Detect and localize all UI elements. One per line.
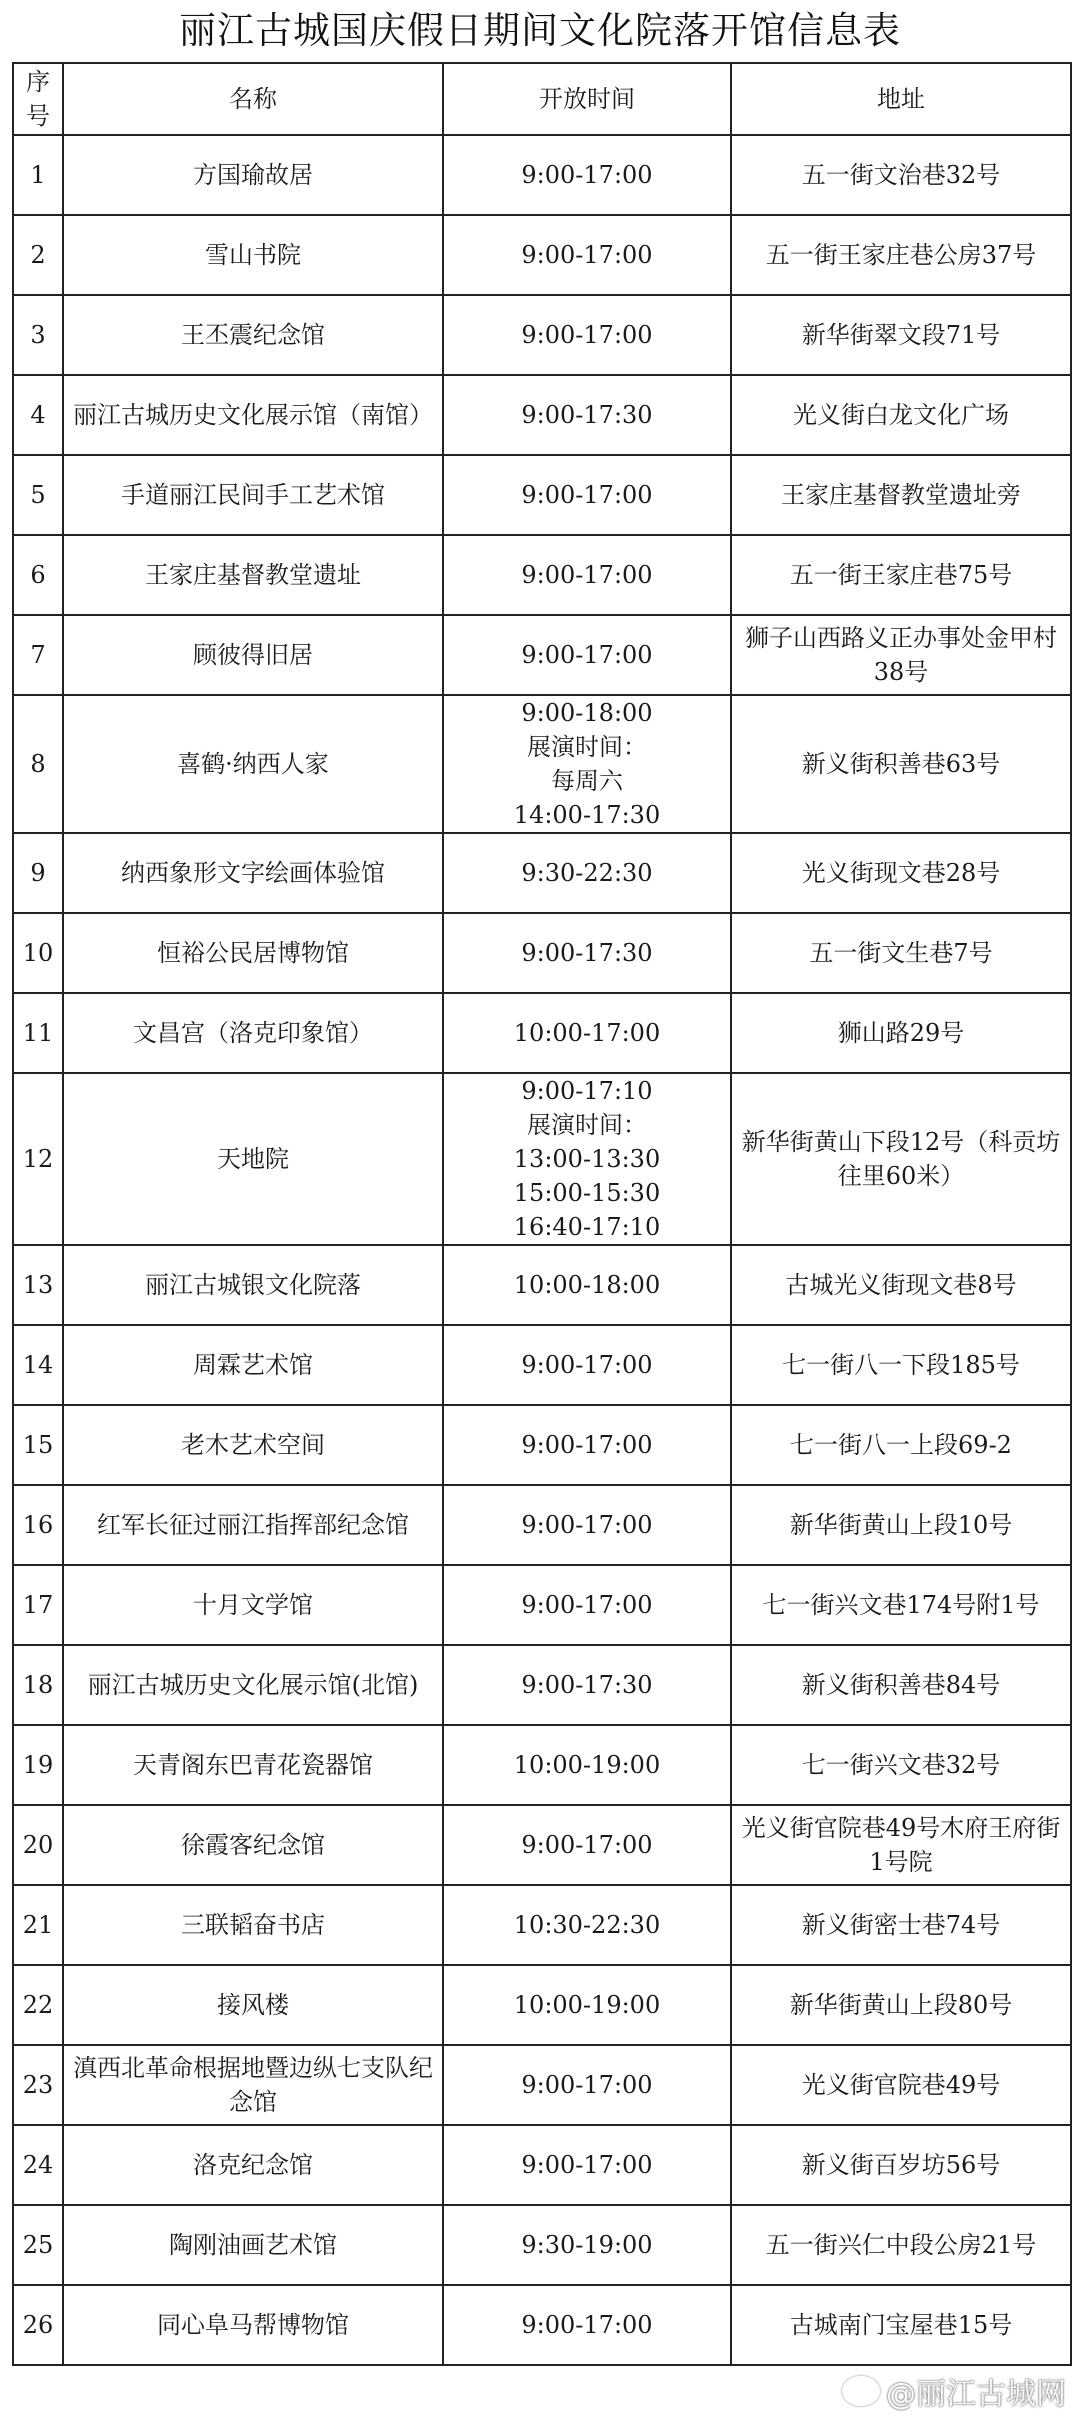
table-row: [13, 833, 1071, 913]
table-row: [13, 535, 1071, 615]
cell-index: 21: [13, 1885, 63, 1965]
cell-name: 恒裕公民居博物馆: [63, 913, 443, 993]
cell-address: 五一街文生巷7号: [731, 913, 1071, 993]
table-row: [13, 1245, 1071, 1325]
info-table: [12, 62, 1072, 2366]
cell-hours: 9:00-17:00: [443, 1485, 731, 1565]
cell-address: 五一街兴仁中段公房21号: [731, 2205, 1071, 2285]
cell-index: 4: [13, 375, 63, 455]
cell-name: 手道丽江民间手工艺术馆: [63, 455, 443, 535]
cell-address: 新华街黄山下段12号（科贡坊往里60米）: [731, 1073, 1071, 1245]
cell-hours: 9:00-17:00: [443, 455, 731, 535]
cell-hours: 10:00-17:00: [443, 993, 731, 1073]
cell-name: 陶刚油画艺术馆: [63, 2205, 443, 2285]
cell-hours: 9:00-17:30: [443, 1645, 731, 1725]
cell-address: 新义街积善巷63号: [731, 695, 1071, 833]
cell-hours: 9:00-17:00: [443, 2285, 731, 2365]
cell-address: 七一街八一下段185号: [731, 1325, 1071, 1405]
table-row: [13, 375, 1071, 455]
cell-name: 方国瑜故居: [63, 135, 443, 215]
cell-index: 26: [13, 2285, 63, 2365]
cell-address: 五一街文治巷32号: [731, 135, 1071, 215]
cell-hours: 9:00-17:00: [443, 1405, 731, 1485]
table-row: [13, 913, 1071, 993]
cell-name: 滇西北革命根据地暨边纵七支队纪念馆: [63, 2045, 443, 2125]
cell-hours: 10:30-22:30: [443, 1885, 731, 1965]
table-row: [13, 295, 1071, 375]
table-row: [13, 1645, 1071, 1725]
cell-address: 光义街现文巷28号: [731, 833, 1071, 913]
cell-index: 20: [13, 1805, 63, 1885]
table-row: [13, 1725, 1071, 1805]
cell-address: 五一街王家庄巷75号: [731, 535, 1071, 615]
cell-name: 十月文学馆: [63, 1565, 443, 1645]
cell-address: 狮山路29号: [731, 993, 1071, 1073]
cell-index: 10: [13, 913, 63, 993]
table-row: [13, 455, 1071, 535]
cell-hours: 9:00-17:00: [443, 1325, 731, 1405]
cell-index: 22: [13, 1965, 63, 2045]
cell-address: 狮子山西路义正办事处金甲村38号: [731, 615, 1071, 695]
table-row: [13, 1965, 1071, 2045]
column-header-index: 序 号: [13, 63, 63, 135]
cell-index: 13: [13, 1245, 63, 1325]
cell-hours: 9:30-22:30: [443, 833, 731, 913]
cell-hours: 9:00-17:00: [443, 1565, 731, 1645]
cell-name: 徐霞客纪念馆: [63, 1805, 443, 1885]
cell-index: 15: [13, 1405, 63, 1485]
cell-index: 17: [13, 1565, 63, 1645]
cell-address: 王家庄基督教堂遗址旁: [731, 455, 1071, 535]
cell-index: 2: [13, 215, 63, 295]
page-title: 丽江古城国庆假日期间文化院落开馆信息表: [179, 9, 901, 52]
cell-name: 雪山书院: [63, 215, 443, 295]
cell-name: 王丕震纪念馆: [63, 295, 443, 375]
cell-address: 七一街兴文巷32号: [731, 1725, 1071, 1805]
cell-index: 19: [13, 1725, 63, 1805]
cell-hours: 9:00-17:30: [443, 375, 731, 455]
cell-index: 18: [13, 1645, 63, 1725]
column-header-hours: 开放时间: [443, 63, 731, 135]
cell-address: 新义街百岁坊56号: [731, 2125, 1071, 2205]
table-row: [13, 615, 1071, 695]
table-row: [13, 2285, 1071, 2365]
cell-address: 七一街兴文巷174号附1号: [731, 1565, 1071, 1645]
cell-name: 丽江古城历史文化展示馆(北馆): [63, 1645, 443, 1725]
table-row: [13, 2205, 1071, 2285]
column-header-name: 名称: [63, 63, 443, 135]
cell-name: 顾彼得旧居: [63, 615, 443, 695]
cell-hours: 10:00-19:00: [443, 1965, 731, 2045]
cell-index: 12: [13, 1073, 63, 1245]
cell-name: 老木艺术空间: [63, 1405, 443, 1485]
cell-index: 6: [13, 535, 63, 615]
cell-index: 24: [13, 2125, 63, 2205]
cell-index: 25: [13, 2205, 63, 2285]
cell-address: 光义街白龙文化广场: [731, 375, 1071, 455]
table-row: [13, 1073, 1071, 1245]
table-row: [13, 695, 1071, 833]
watermark-text: @丽江古城网: [886, 2377, 1066, 2412]
table-row: [13, 993, 1071, 1073]
cell-hours: 9:00-17:00: [443, 2045, 731, 2125]
table-body: [13, 135, 1071, 2365]
table-row: [13, 1885, 1071, 1965]
cell-index: 9: [13, 833, 63, 913]
cell-hours: 9:00-17:00: [443, 2125, 731, 2205]
table-row: [13, 2125, 1071, 2205]
cell-hours: 9:00-17:00: [443, 535, 731, 615]
cell-address: 光义街官院巷49号: [731, 2045, 1071, 2125]
table-row: [13, 1485, 1071, 1565]
cell-index: 14: [13, 1325, 63, 1405]
cell-name: 丽江古城历史文化展示馆（南馆）: [63, 375, 443, 455]
cell-name: 同心阜马帮博物馆: [63, 2285, 443, 2365]
cell-address: 新华街黄山上段10号: [731, 1485, 1071, 1565]
cell-hours: 10:00-19:00: [443, 1725, 731, 1805]
cell-index: 1: [13, 135, 63, 215]
cell-index: 5: [13, 455, 63, 535]
cell-address: 新华街翠文段71号: [731, 295, 1071, 375]
table-row: [13, 1325, 1071, 1405]
header-row: [13, 63, 1071, 135]
cell-address: 古城光义街现文巷8号: [731, 1245, 1071, 1325]
cell-name: 丽江古城银文化院落: [63, 1245, 443, 1325]
column-header-address: 地址: [731, 63, 1071, 135]
cell-hours: 9:00-17:00: [443, 135, 731, 215]
cell-name: 周霖艺术馆: [63, 1325, 443, 1405]
cell-address: 新华街黄山上段80号: [731, 1965, 1071, 2045]
table-row: [13, 1565, 1071, 1645]
cell-hours: 9:00-17:30: [443, 913, 731, 993]
cell-name: 文昌宫（洛克印象馆）: [63, 993, 443, 1073]
cell-name: 洛克纪念馆: [63, 2125, 443, 2205]
cell-name: 喜鹤·纳西人家: [63, 695, 443, 833]
cell-name: 天青阁东巴青花瓷器馆: [63, 1725, 443, 1805]
watermark: [842, 2369, 1066, 2413]
table-row: [13, 1405, 1071, 1485]
cell-index: 8: [13, 695, 63, 833]
cell-index: 16: [13, 1485, 63, 1565]
cell-address: 新义街积善巷84号: [731, 1645, 1071, 1725]
cell-name: 接风楼: [63, 1965, 443, 2045]
cell-address: 光义街官院巷49号木府王府街1号院: [731, 1805, 1071, 1885]
cell-hours: 9:30-19:00: [443, 2205, 731, 2285]
cell-hours: 9:00-17:00: [443, 615, 731, 695]
cell-name: 红军长征过丽江指挥部纪念馆: [63, 1485, 443, 1565]
cell-index: 11: [13, 993, 63, 1073]
cell-index: 7: [13, 615, 63, 695]
cell-address: 七一街八一上段69-2: [731, 1405, 1071, 1485]
weibo-logo-icon: [842, 2376, 880, 2406]
cell-address: 五一街王家庄巷公房37号: [731, 215, 1071, 295]
cell-name: 天地院: [63, 1073, 443, 1245]
cell-name: 纳西象形文字绘画体验馆: [63, 833, 443, 913]
cell-hours: 9:00-17:00: [443, 215, 731, 295]
cell-hours: 9:00-18:00 展演时间： 每周六 14:00-17:30: [443, 695, 731, 833]
table-row: [13, 215, 1071, 295]
table-row: [13, 1805, 1071, 1885]
cell-hours: 9:00-17:00: [443, 295, 731, 375]
cell-hours: 9:00-17:00: [443, 1805, 731, 1885]
cell-name: 王家庄基督教堂遗址: [63, 535, 443, 615]
cell-address: 新义街密士巷74号: [731, 1885, 1071, 1965]
table-row: [13, 2045, 1071, 2125]
cell-hours: 9:00-17:10 展演时间： 13:00-13:30 15:00-15:30 16:40-17:10: [443, 1073, 731, 1245]
cell-name: 三联韬奋书店: [63, 1885, 443, 1965]
cell-hours: 10:00-18:00: [443, 1245, 731, 1325]
table-row: [13, 135, 1071, 215]
cell-address: 古城南门宝屋巷15号: [731, 2285, 1071, 2365]
cell-index: 23: [13, 2045, 63, 2125]
cell-index: 3: [13, 295, 63, 375]
